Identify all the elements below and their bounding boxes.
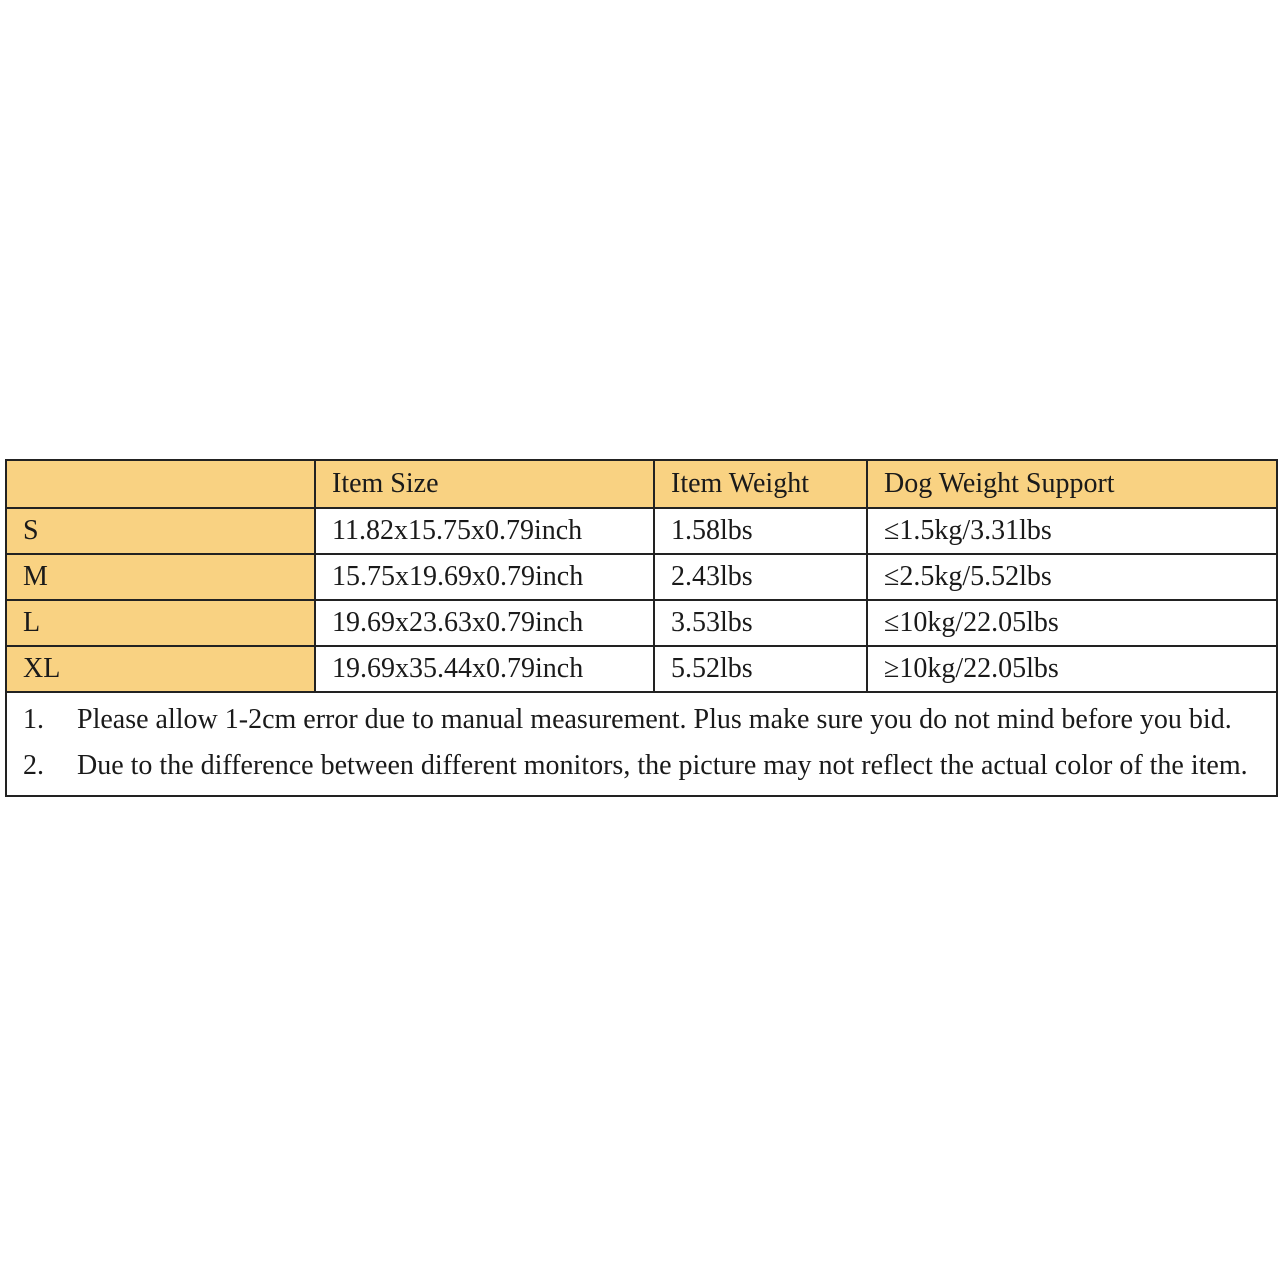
table-row: [6, 646, 1277, 692]
size-label: S: [6, 508, 315, 554]
note-text: Due to the difference between different monitors, the picture may not reflect the actual color of the item.: [77, 750, 1248, 781]
size-label: L: [6, 600, 315, 646]
note-item: [23, 743, 1256, 789]
size-label: M: [6, 554, 315, 600]
note-number: 2.: [23, 750, 44, 781]
table-row: [6, 554, 1277, 600]
table-row: [6, 600, 1277, 646]
notes-row: [6, 692, 1277, 796]
dog-weight-value: ≥10kg/22.05lbs: [867, 646, 1277, 692]
item-weight-value: 3.53lbs: [654, 600, 867, 646]
note-number: 1.: [23, 704, 44, 735]
item-size-value: 19.69x35.44x0.79inch: [315, 646, 654, 692]
note-text: Please allow 1-2cm error due to manual measurement. Plus make sure you do not mind before you bid.: [77, 704, 1232, 735]
item-size-value: 19.69x23.63x0.79inch: [315, 600, 654, 646]
size-chart-table: [5, 459, 1278, 797]
dog-weight-value: ≤2.5kg/5.52lbs: [867, 554, 1277, 600]
size-label: XL: [6, 646, 315, 692]
table-row: [6, 508, 1277, 554]
item-size-value: 11.82x15.75x0.79inch: [315, 508, 654, 554]
note-item: [23, 697, 1256, 743]
header-item-size: Item Size: [315, 460, 654, 508]
item-weight-value: 2.43lbs: [654, 554, 867, 600]
header-cell-empty: [6, 460, 315, 508]
item-weight-value: 1.58lbs: [654, 508, 867, 554]
item-weight-value: 5.52lbs: [654, 646, 867, 692]
notes-cell: [6, 692, 1277, 796]
dog-weight-value: ≤1.5kg/3.31lbs: [867, 508, 1277, 554]
header-dog-weight-support: Dog Weight Support: [867, 460, 1277, 508]
notes-list: [23, 697, 1256, 789]
table-header-row: [6, 460, 1277, 508]
item-size-value: 15.75x19.69x0.79inch: [315, 554, 654, 600]
header-item-weight: Item Weight: [654, 460, 867, 508]
dog-weight-value: ≤10kg/22.05lbs: [867, 600, 1277, 646]
